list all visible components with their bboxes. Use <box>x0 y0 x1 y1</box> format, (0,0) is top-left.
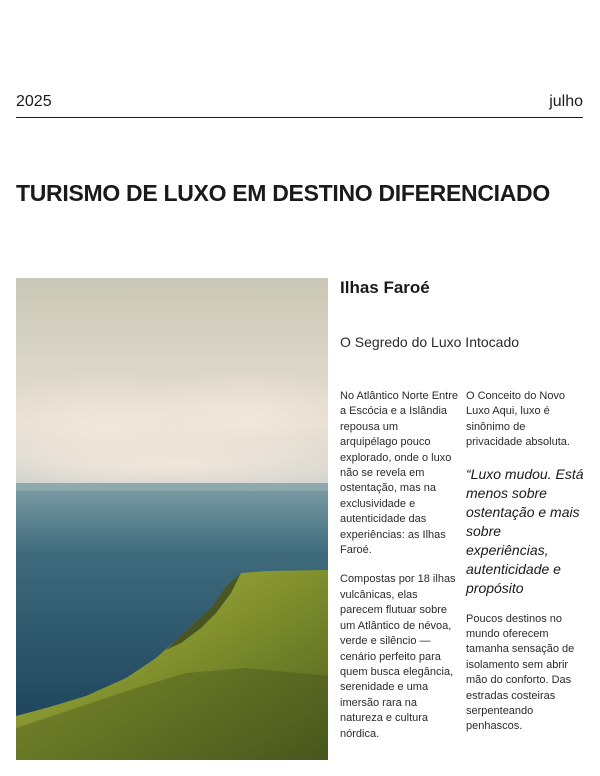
faroe-islands-photo <box>16 278 328 760</box>
paragraph-intro: No Atlântico Norte Entre a Escócia e a Islândia repousa um arquipélago pouco explorado, onde o luxo não se revela em ostentação, mas na exclusividade e autenticidade das experiências: as Ilhas Faroé. <box>340 390 459 557</box>
header-divider <box>16 117 583 118</box>
issue-year: 2025 <box>16 93 52 110</box>
paragraph-isolation: Poucos destinos no mundo oferecem tamanha sensação de isolamento sem abrir mão do conforto. Das estradas costeiras serpenteando penhascos. <box>466 612 575 733</box>
paragraph-islands: Compostas por 18 ilhas vulcânicas, elas parecem flutuar sobre um Atlântico de névoa, verde e silêncio — cenário perfeito para quem busca elegância, serenidade e uma imersão rara na natureza e cultura nórdica. <box>340 573 456 740</box>
text-column-left <box>340 389 458 742</box>
article-subheading: Ilhas Faroé <box>340 278 430 297</box>
issue-month: julho <box>549 93 583 110</box>
article-title: TURISMO DE LUXO EM DESTINO DIFERENCIADO <box>16 180 550 206</box>
pull-quote: “Luxo mudou. Está menos sobre ostentação e mais sobre experiências, autenticidade e propósito <box>466 465 584 596</box>
text-column-right <box>466 389 584 735</box>
article-tagline: O Segredo do Luxo Intocado <box>340 334 520 350</box>
paragraph-concept: O Conceito do Novo Luxo Aqui, luxo é sinônimo de privacidade absoluta. <box>466 390 570 449</box>
